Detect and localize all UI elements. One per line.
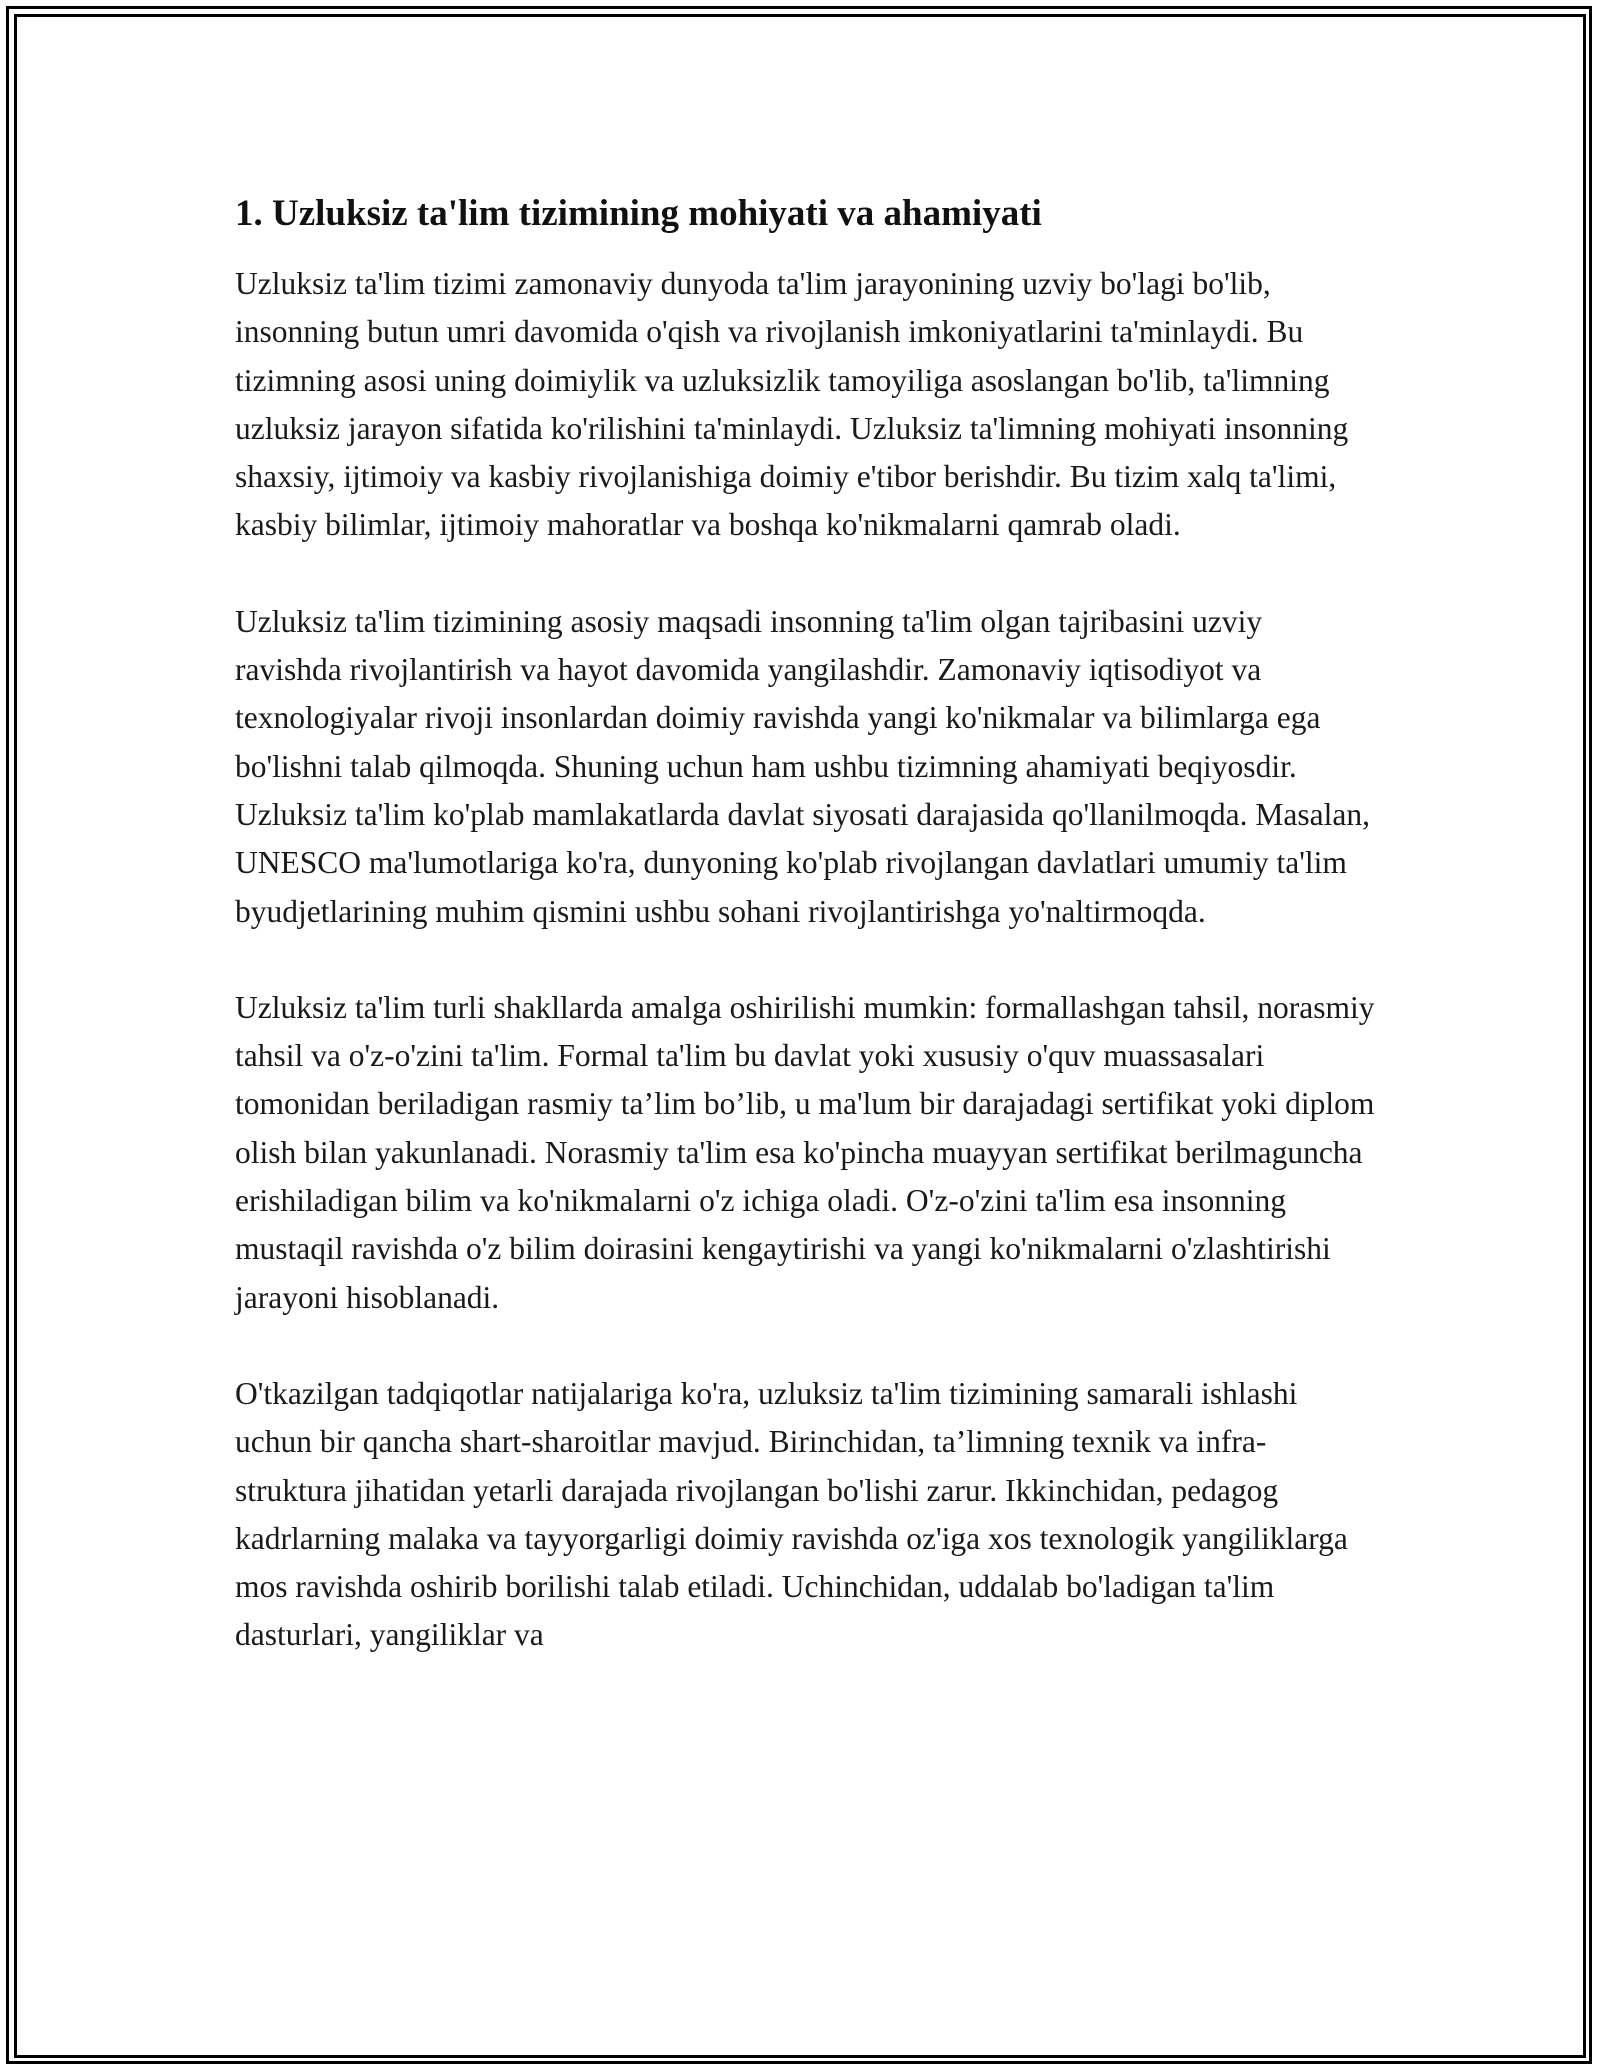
paragraph-4: O'tkazilgan tadqiqotlar natijalariga ko'ra, uzluksiz ta'lim tizimining samarali ishlashi uchun bir qancha shart-sharoitlar mavjud. Birinchidan, ta’limning texnik va infra-struktura jihatidan yetarli darajada rivojlangan bo'lishi zarur. Ikkinchidan, pedagog kadrlarning malaka va tayyorgarligi doimiy ravishda oz'iga xos texnologik yangiliklarga mos ravishda oshirib borilishi talab etiladi. Uchinchidan, uddalab bo'ladigan ta'lim dasturlari, yangiliklar va [235, 1375, 1348, 1653]
paragraph-2: Uzluksiz ta'lim tizimining asosiy maqsadi insonning ta'lim olgan tajribasini uzviy ravishda rivojlantirish va hayot davomida yangilashdir. Zamonaviy iqtisodiyot va texnologiyalar rivoji insonlardan doimiy ravishda yangi ko'nikmalar va bilimlarga ega bo'lishni talab qilmoqda. Shuning uchun ham ushbu tizimning ahamiyati beqiyosdir. Uzluksiz ta'lim ko'plab mamlakatlarda davlat siyosati darajasida qo'llanilmoqda. Masalan, UNESCO ma'lumotlariga ko'ra, dunyoning ko'plab rivojlangan davlatlari umumiy ta'lim byudjetlarining muhim qismini ushbu sohani rivojlantirishga yo'naltirmoqda. [235, 603, 1370, 929]
section-heading: 1. Uzluksiz ta'lim tizimining mohiyati va ahamiyati [235, 193, 1042, 234]
document-body [235, 190, 1375, 1660]
paragraph-3: Uzluksiz ta'lim turli shakllarda amalga oshirilishi mumkin: formallashgan tahsil, norasmiy tahsil va o'z-o'zini ta'lim. Formal ta'lim bu davlat yoki xususiy o'quv muassasalari tomonidan beriladigan rasmiy ta’lim bo’lib, u ma'lum bir darajadagi sertifikat yoki diplom olish bilan yakunlanadi. Norasmiy ta'lim esa ko'pincha muayyan sertifikat berilmaguncha erishiladigan bilim va ko'nikmalarni o'z ichiga oladi. O'z-o'zini ta'lim esa insonning mustaqil ravishda o'z bilim doirasini kengaytirishi va yangi ko'nikmalarni o'zlashtirishi jarayoni hisoblanadi. [235, 989, 1375, 1315]
paragraph-1: Uzluksiz ta'lim tizimi zamonaviy dunyoda ta'lim jarayonining uzviy bo'lagi bo'lib, insonning butun umri davomida o'qish va rivojlanish imkoniyatlarini ta'minlaydi. Bu tizimning asosi uning doimiylik va uzluksizlik tamoyiliga asoslangan bo'lib, ta'limning uzluksiz jarayon sifatida ko'rilishini ta'minlaydi. Uzluksiz ta'limning mohiyati insonning shaxsiy, ijtimoiy va kasbiy rivojlanishiga doimiy e'tibor berishdir. Bu tizim xalq ta'limi, kasbiy bilimlar, ijtimoiy mahoratlar va boshqa ko'nikmalarni qamrab oladi. [235, 266, 1349, 543]
